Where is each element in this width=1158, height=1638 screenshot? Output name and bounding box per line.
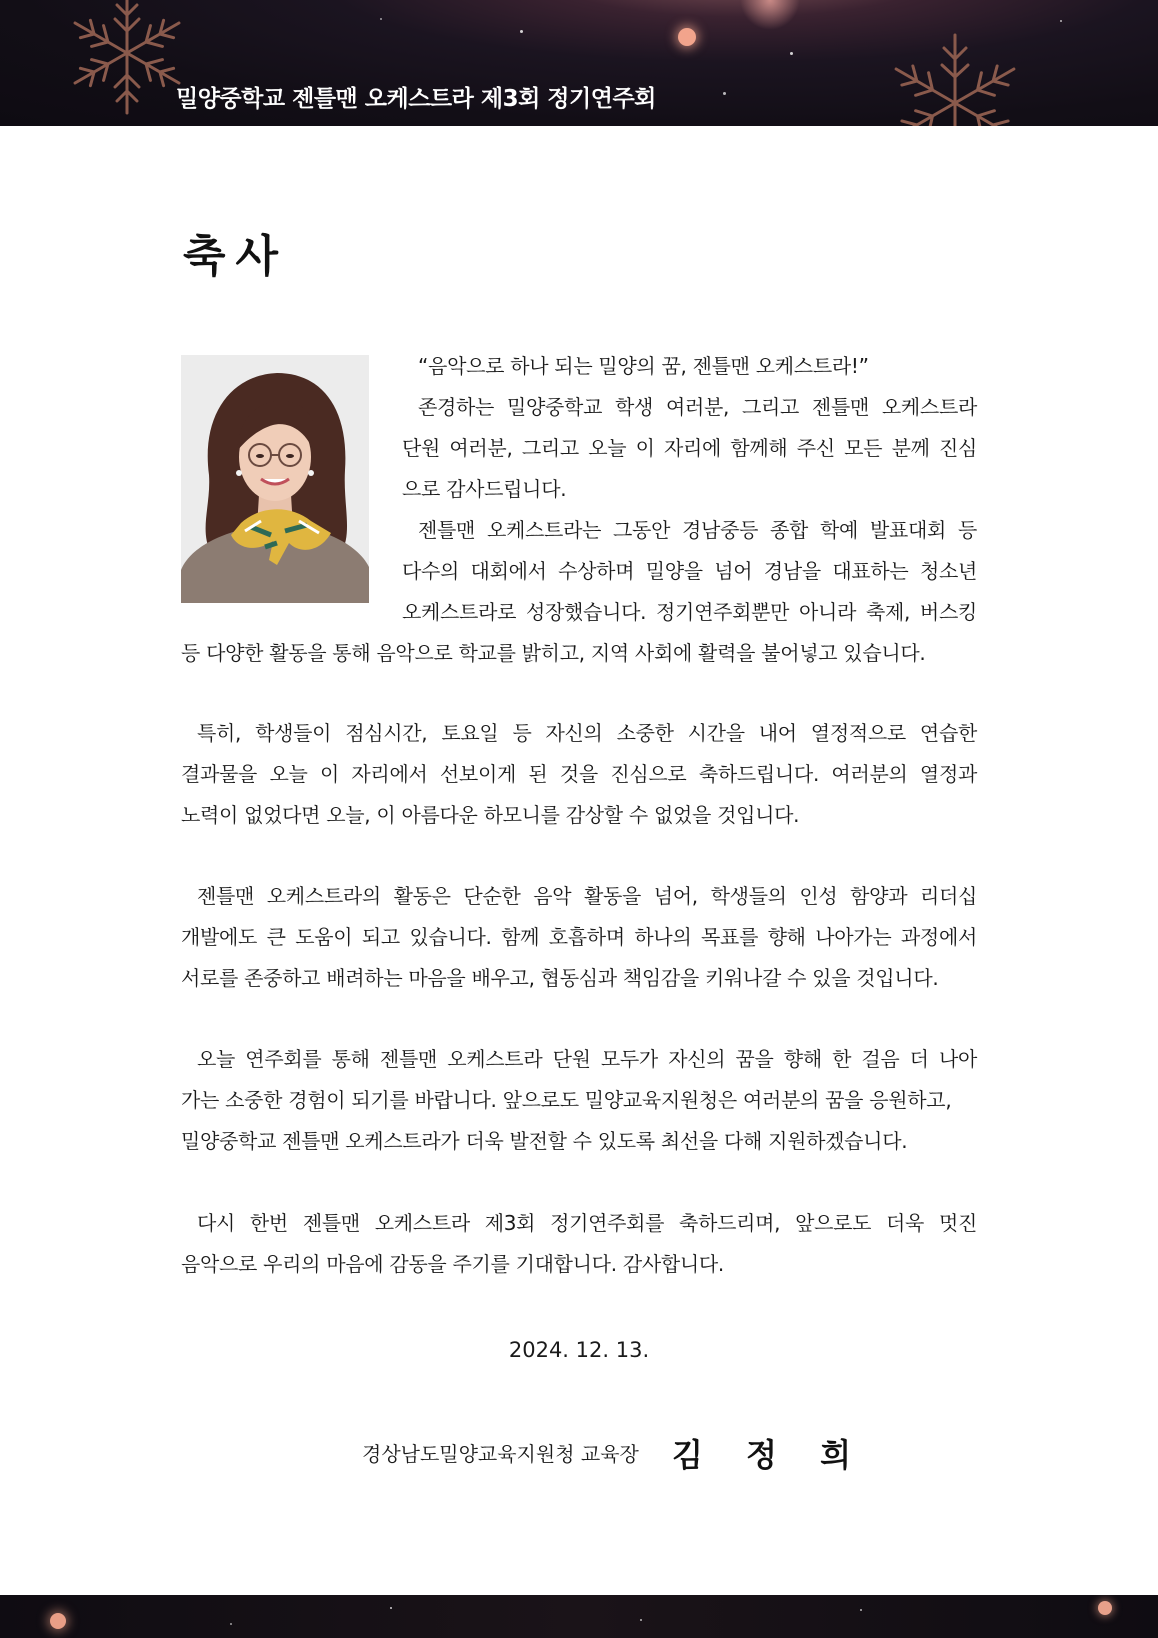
sparkle-dot: [390, 1607, 392, 1609]
paragraph-line: 특히, 학생들이 점심시간, 토요일 등 자신의 소중한 시간을 내어 열정적으로 연습한: [197, 721, 977, 745]
paragraph-line: 노력이 없었다면 오늘, 이 아름다운 하모니를 감상할 수 없었을 것입니다.: [181, 803, 800, 827]
sparkle-dot: [640, 1619, 642, 1621]
sparkle-dot: [723, 92, 726, 95]
sparkle-dot: [860, 1609, 862, 1611]
paragraph-line: 음악으로 우리의 마음에 감동을 주기를 기대합니다. 감사합니다.: [181, 1252, 724, 1276]
paragraph-line: 개발에도 큰 도움이 되고 있습니다. 함께 호흡하며 하나의 목표를 향해 나아가는 과정에서: [181, 925, 977, 949]
page-title: 축사: [183, 231, 289, 282]
paragraph-line: 존경하는 밀양중학교 학생 여러분, 그리고 젠틀맨 오케스트라: [418, 395, 977, 419]
paragraph-line: 다수의 대회에서 수상하며 밀양을 넘어 경남을 대표하는 청소년: [402, 559, 977, 583]
paragraph-line: 오늘 연주회를 통해 젠틀맨 오케스트라 단원 모두가 자신의 꿈을 향해 한 걸음 더 나아: [197, 1047, 977, 1071]
sparkle-dot: [520, 30, 523, 33]
snowflake-icon: [880, 28, 1030, 126]
greeting-quote: “음악으로 하나 되는 밀양의 꿈, 젠틀맨 오케스트라!”: [418, 354, 869, 378]
paragraph-line: 으로 감사드립니다.: [402, 477, 567, 501]
footer-banner: [0, 1595, 1158, 1638]
sparkle-dot: [1060, 20, 1062, 22]
paragraph-line: 등 다양한 활동을 통해 음악으로 학교를 밝히고, 지역 사회에 활력을 불어넣고 있습니다.: [181, 641, 926, 665]
paragraph-line: 단원 여러분, 그리고 오늘 이 자리에 함께해 주신 모든 분께 진심: [402, 436, 977, 460]
paragraph-line: 가는 소중한 경험이 되기를 바랍니다. 앞으로도 밀양교육지원청은 여러분의 꿈을 응원하고,: [181, 1088, 952, 1112]
paragraph-line: 젠틀맨 오케스트라의 활동은 단순한 음악 활동을 넘어, 학생들의 인성 함양과 리더십: [197, 884, 977, 908]
glow-orb: [1098, 1601, 1112, 1615]
signatory-title: 경상남도밀양교육지원청 교육장: [362, 1442, 639, 1466]
snowflake-icon: [62, 0, 192, 118]
sparkle-dot: [230, 1623, 232, 1625]
portrait-photo: [181, 355, 369, 603]
paragraph-line: 젠틀맨 오케스트라는 그동안 경남중등 종합 학예 발표대회 등: [418, 518, 977, 542]
header-title: 밀양중학교 젠틀맨 오케스트라 제3회 정기연주회: [176, 86, 656, 112]
glow-orb: [740, 0, 800, 30]
sparkle-dot: [380, 18, 382, 20]
paragraph-line: 결과물을 오늘 이 자리에서 선보이게 된 것을 진심으로 축하드립니다. 여러분의 열정과: [181, 762, 977, 786]
paragraph-line: 서로를 존중하고 배려하는 마음을 배우고, 협동심과 책임감을 키워나갈 수 있을 것입니다.: [181, 966, 939, 990]
glow-orb: [50, 1613, 66, 1629]
paragraph-line: 다시 한번 젠틀맨 오케스트라 제3회 정기연주회를 축하드리며, 앞으로도 더욱 멋진: [197, 1211, 977, 1235]
signatory-name: 김 정 희: [672, 1436, 868, 1474]
letter-date: 2024. 12. 13.: [508, 1338, 650, 1362]
glow-orb: [678, 28, 696, 46]
sparkle-dot: [790, 52, 793, 55]
paragraph-line: 오케스트라로 성장했습니다. 정기연주회뿐만 아니라 축제, 버스킹: [402, 600, 977, 624]
paragraph-line: 밀양중학교 젠틀맨 오케스트라가 더욱 발전할 수 있도록 최선을 다해 지원하겠습니다.: [181, 1129, 908, 1153]
header-banner: [0, 0, 1158, 126]
